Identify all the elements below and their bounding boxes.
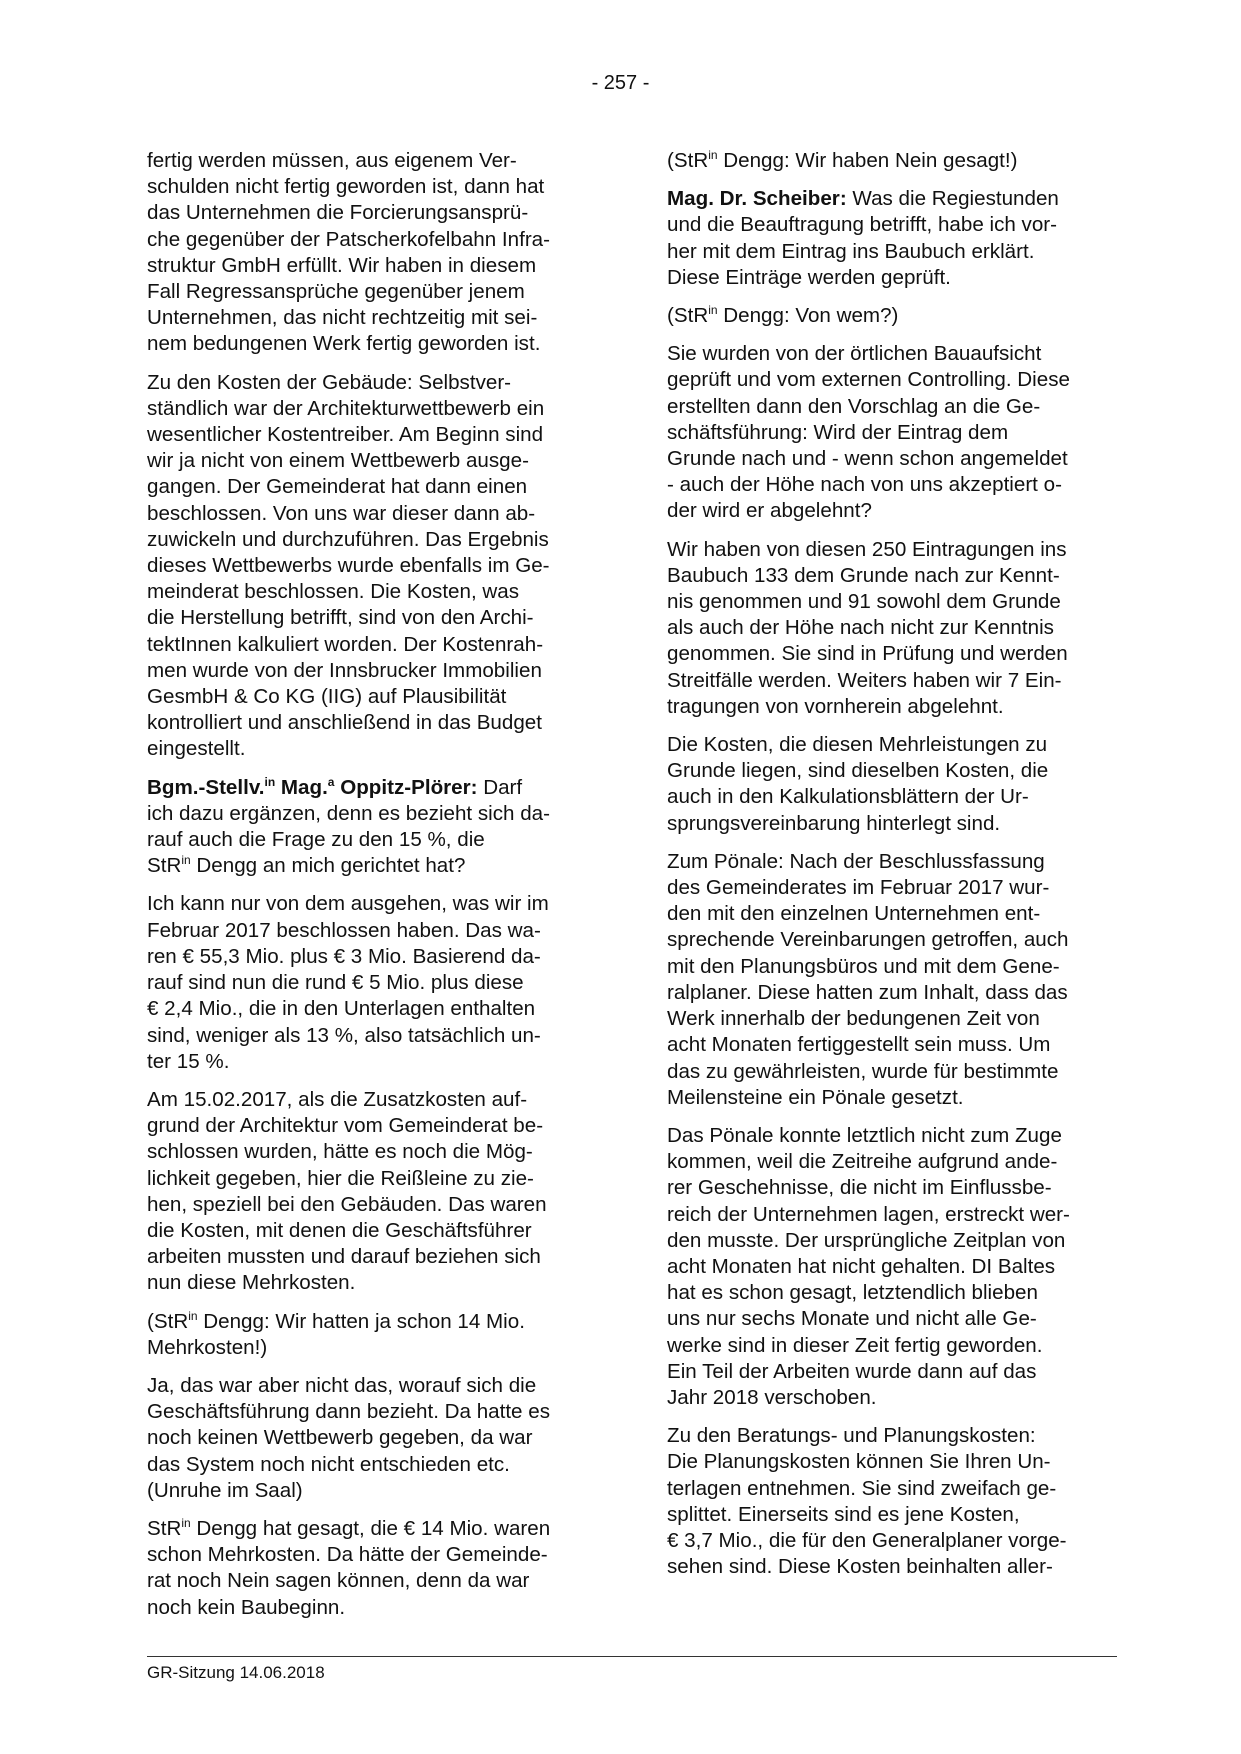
paragraph — [667, 1123, 1099, 1411]
text-line: den mit den einzelnen Unternehmen ent- — [667, 902, 1041, 926]
text-line: fertig werden müssen, aus eigenem Ver- — [147, 149, 517, 172]
text-line: Diese Einträge werden geprüft. — [667, 265, 951, 289]
text-line: meinderat beschlossen. Die Kosten, was — [147, 580, 520, 604]
text-line: ren € 55,3 Mio. plus € 3 Mio. Basierend da- — [147, 944, 541, 968]
text-line: noch keinen Wettbewerb gegeben, da war — [147, 1426, 533, 1450]
text-line: zuwickeln und durchzuführen. Das Ergebnis — [147, 527, 549, 551]
text-line: schäftsführung: Wird der Eintrag dem — [667, 420, 1009, 444]
text-line: terlagen entnehmen. Sie sind zweifach ge- — [667, 1476, 1057, 1500]
text-line: das Unternehmen die Forcierungsansprü- — [147, 201, 529, 225]
text-line: nun diese Mehrkosten. — [147, 1271, 356, 1295]
speaker-name: Mag. Dr. Scheiber: — [667, 187, 847, 211]
text-line: lichkeit gegeben, hier die Reißleine zu zie- — [147, 1166, 534, 1190]
text-line: Ich kann nur von dem ausgehen, was wir im — [147, 892, 549, 916]
paragraph — [667, 186, 1099, 291]
text-line: und die Beauftragung betrifft, habe ich vor- — [667, 213, 1058, 237]
text-line: splittet. Einerseits sind es jene Kosten, — [667, 1502, 1020, 1526]
interjection — [147, 1309, 579, 1361]
text-line: noch kein Baubeginn. — [147, 1595, 346, 1619]
text-line: grund der Architektur vom Gemeinderat be- — [147, 1114, 544, 1138]
text-line: schlossen wurden, hätte es noch die Mög- — [147, 1140, 533, 1164]
text-line: genommen. Sie sind in Prüfung und werden — [667, 642, 1068, 666]
text-line: ralplaner. Diese hatten zum Inhalt, dass das — [667, 980, 1068, 1004]
left-column — [147, 148, 579, 1633]
text-line: che gegenüber der Patscherkofelbahn Infra- — [147, 227, 550, 251]
text-line: ständlich war der Architekturwettbewerb ein — [147, 396, 545, 420]
text-line: wesentlicher Kostentreiber. Am Beginn sind — [147, 423, 544, 447]
text-line: das zu gewährleisten, wurde für bestimmte — [667, 1059, 1059, 1083]
text-line: die Kosten, mit denen die Geschäftsführer — [147, 1218, 532, 1242]
text-line: schulden nicht fertig geworden ist, dann hat — [147, 175, 545, 199]
text-line: Baubuch 133 dem Grunde nach zur Kennt- — [667, 563, 1060, 587]
interjection — [667, 148, 1099, 174]
text-line: Grunde nach und - wenn schon angemeldet — [667, 447, 1068, 471]
text-line: Die Kosten, die diesen Mehrleistungen zu — [667, 733, 1048, 757]
text-line: € 3,7 Mio., die für den Generalplaner vorge- — [667, 1528, 1067, 1552]
paragraph — [147, 1373, 579, 1504]
text-line: uns nur sechs Monate und nicht alle Ge- — [667, 1307, 1037, 1331]
text-line: (StR$^{in}$ Dengg: Wir hatten ja schon 14 Mio. — [147, 1308, 525, 1333]
text-line: erstellten dann den Vorschlag an die Ge- — [667, 394, 1041, 418]
text-line: Ja, das war aber nicht das, worauf sich die — [147, 1373, 537, 1397]
text-line: Ein Teil der Arbeiten wurde dann auf das — [667, 1359, 1037, 1383]
footer-divider — [147, 1656, 1117, 1657]
text-line: mit den Planungsbüros und mit dem Gene- — [667, 954, 1060, 978]
text-line: her mit dem Eintrag ins Baubuch erklärt. — [667, 239, 1035, 263]
text-line: Jahr 2018 verschoben. — [667, 1385, 877, 1409]
text-line: ich dazu ergänzen, denn es bezieht sich da- — [147, 801, 550, 825]
paragraph — [667, 732, 1099, 837]
text-line: der wird er abgelehnt? — [667, 499, 872, 523]
interjection — [667, 303, 1099, 329]
text-line: sprungsvereinbarung hinterlegt sind. — [667, 811, 1001, 835]
text-line: Bgm.-Stellv.$^{in}$ Mag.$^a$ Oppitz-Plörer: Darf — [147, 774, 523, 799]
paragraph — [147, 1087, 579, 1297]
text-line: sprechende Vereinbarungen getroffen, auch — [667, 928, 1069, 952]
text-line: hat es schon gesagt, letztendlich blieben — [667, 1281, 1038, 1305]
paragraph — [147, 370, 579, 763]
text-line: Grunde liegen, sind dieselben Kosten, die — [667, 759, 1049, 783]
text-line: Wir haben von diesen 250 Eintragungen ins — [667, 537, 1067, 561]
text-line: dieses Wettbewerbs wurde ebenfalls im Ge- — [147, 554, 550, 578]
paragraph — [147, 891, 579, 1074]
text-line: rauf sind nun die rund € 5 Mio. plus diese — [147, 971, 524, 995]
text-line: Fall Regressansprüche gegenüber jenem — [147, 280, 525, 304]
text-line: Februar 2017 beschlossen haben. Das wa- — [147, 918, 541, 942]
text-line: (StR$^{in}$ Dengg: Wir haben Nein gesagt!) — [667, 148, 1018, 172]
text-line: den musste. Der ursprüngliche Zeitplan von — [667, 1228, 1066, 1252]
footer-text: GR-Sitzung 14.06.2018 — [147, 1663, 325, 1682]
text-line: als auch der Höhe nach nicht zur Kenntnis — [667, 616, 1054, 640]
text-line: kontrolliert und anschließend in das Budget — [147, 711, 542, 735]
paragraph — [147, 148, 579, 358]
text-line: acht Monaten fertiggestellt sein muss. Um — [667, 1033, 1051, 1057]
text-line: nis genommen und 91 sowohl dem Grunde — [667, 590, 1061, 614]
right-column — [667, 148, 1099, 1592]
text-line: StR$^{in}$ Dengg an mich gerichtet hat? — [147, 853, 466, 878]
text-line: tektInnen kalkuliert worden. Der Kostenrah- — [147, 632, 544, 656]
text-line: die Herstellung betrifft, sind von den Archi- — [147, 606, 534, 630]
text-line: (Unruhe im Saal) — [147, 1478, 303, 1502]
paragraph — [667, 537, 1099, 720]
text-line: Streitfälle werden. Weiters haben wir 7 Ein- — [667, 668, 1062, 692]
text-line: Zu den Beratungs- und Planungskosten: — [667, 1424, 1036, 1448]
text-line: Meilensteine ein Pönale gesetzt. — [667, 1085, 964, 1109]
text-line: acht Monaten hat nicht gehalten. DI Baltes — [667, 1254, 1056, 1278]
text-line: schon Mehrkosten. Da hätte der Gemeinde- — [147, 1543, 548, 1567]
text-line: struktur GmbH erfüllt. Wir haben in diesem — [147, 253, 537, 277]
text-line: nem bedungenen Werk fertig geworden ist. — [147, 332, 541, 356]
text-line: Mehrkosten!) — [147, 1335, 268, 1359]
text-line: Am 15.02.2017, als die Zusatzkosten auf- — [147, 1087, 528, 1111]
text-line: geprüft und vom externen Controlling. Diese — [667, 368, 1070, 392]
text-line: werke sind in dieser Zeit fertig geworden. — [667, 1333, 1043, 1357]
text-line: Unternehmen, das nicht rechtzeitig mit sei- — [147, 306, 538, 330]
paragraph — [667, 849, 1099, 1111]
text-line: rer Geschehnisse, die nicht im Einflussbe- — [667, 1176, 1052, 1200]
text-line: sind, weniger als 13 %, also tatsächlich un- — [147, 1023, 541, 1047]
text-line: Zum Pönale: Nach der Beschlussfassung — [667, 849, 1045, 873]
paragraph — [147, 1516, 579, 1621]
text-line: sehen sind. Diese Kosten beinhalten aller- — [667, 1555, 1053, 1579]
text-line: arbeiten mussten und darauf beziehen sich — [147, 1245, 541, 1269]
text-line: men wurde von der Innsbrucker Immobilien — [147, 658, 542, 682]
text-line: kommen, weil die Zeitreihe aufgrund ande- — [667, 1150, 1058, 1174]
text-line: StR$^{in}$ Dengg hat gesagt, die € 14 Mio. waren — [147, 1515, 551, 1540]
text-line: GesmbH & Co KG (IIG) auf Plausibilität — [147, 685, 507, 709]
text-line: rat noch Nein sagen können, denn da war — [147, 1569, 530, 1593]
text-line: Das Pönale konnte letztlich nicht zum Zuge — [667, 1123, 1062, 1147]
text-line: ter 15 %. — [147, 1049, 230, 1073]
text-line: beschlossen. Von uns war dieser dann ab- — [147, 501, 536, 525]
text-line: auch in den Kalkulationsblättern der Ur- — [667, 785, 1029, 809]
text-line: Werk innerhalb der bedungenen Zeit von — [667, 1007, 1040, 1031]
paragraph — [147, 775, 579, 880]
page-number: - 257 - — [591, 72, 650, 94]
text-line: wir ja nicht von einem Wettbewerb ausge- — [147, 449, 529, 473]
paragraph — [667, 1423, 1099, 1580]
paragraph — [667, 341, 1099, 524]
text-line: (StR$^{in}$ Dengg: Von wem?) — [667, 303, 899, 328]
text-line: rauf auch die Frage zu den 15 %, die — [147, 828, 485, 852]
text-line: Sie wurden von der örtlichen Bauaufsicht — [667, 342, 1042, 366]
text-line: eingestellt. — [147, 737, 246, 761]
text-line: reich der Unternehmen lagen, erstreckt wer- — [667, 1202, 1070, 1226]
text-line: hen, speziell bei den Gebäuden. Das waren — [147, 1192, 547, 1216]
text-line: gangen. Der Gemeinderat hat dann einen — [147, 475, 528, 499]
text-line: Zu den Kosten der Gebäude: Selbstver- — [147, 370, 512, 394]
text-line: Geschäftsführung dann bezieht. Da hatte es — [147, 1400, 550, 1424]
text-line: Mag. Dr. Scheiber: Was die Regiestunden — [667, 187, 1059, 211]
speaker-name: Bgm.-Stellv.$^{in}$ Mag.$^a$ Oppitz-Plörer: — [147, 774, 478, 799]
text-line: Die Planungskosten können Sie Ihren Un- — [667, 1450, 1051, 1474]
text-line: € 2,4 Mio., die in den Unterlagen enthalten — [147, 997, 536, 1021]
text-line: des Gemeinderates im Februar 2017 wur- — [667, 876, 1050, 900]
text-line: das System noch nicht entschieden etc. — [147, 1452, 510, 1476]
text-line: tragungen von vornherein abgelehnt. — [667, 694, 1004, 718]
text-line: - auch der Höhe nach von uns akzeptiert o- — [667, 473, 1062, 497]
